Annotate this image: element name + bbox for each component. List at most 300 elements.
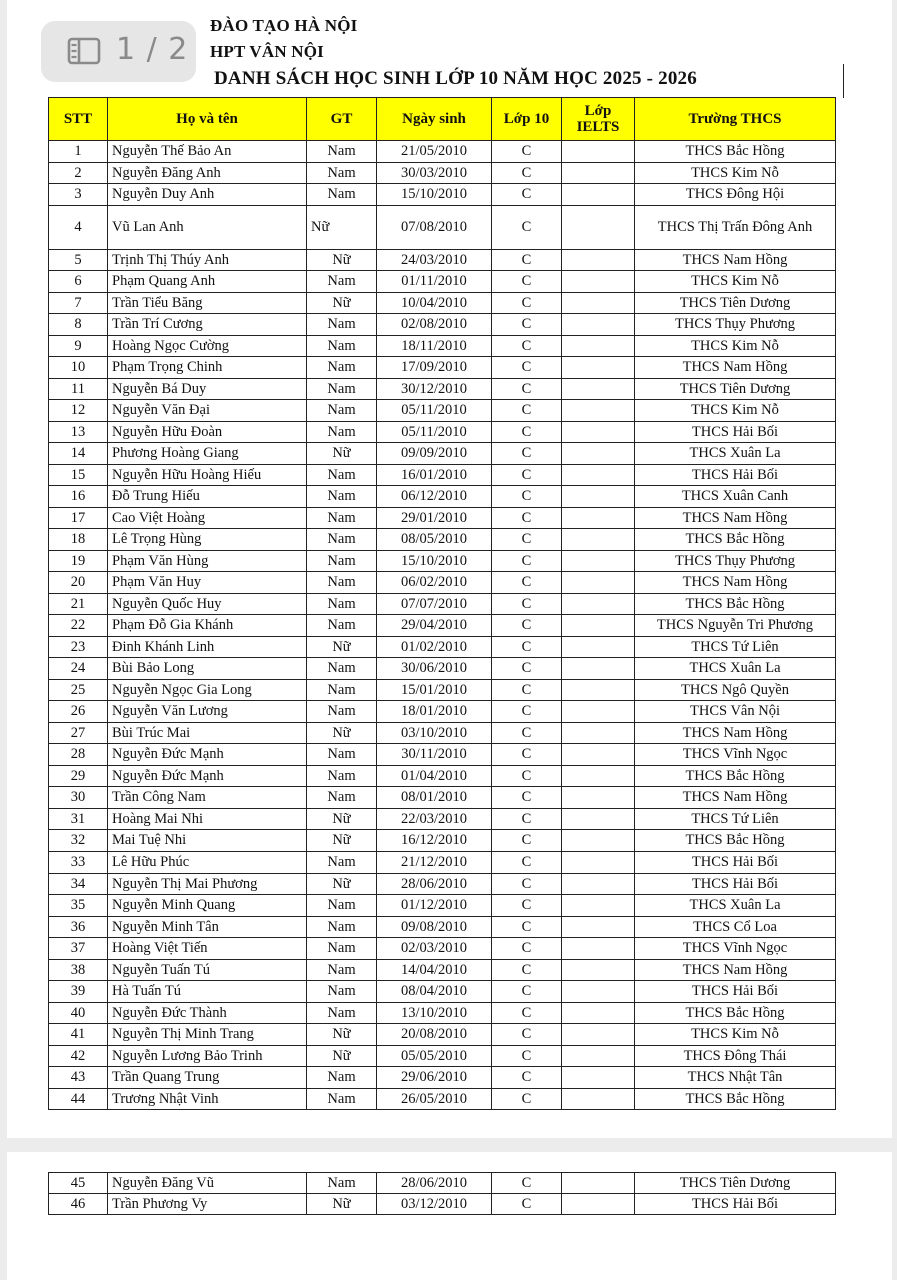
class-cell: C <box>492 938 562 960</box>
school-cell: THCS Nam Hồng <box>635 507 836 529</box>
school-cell: THCS Bắc Hồng <box>635 141 836 163</box>
stt-cell: 34 <box>49 873 108 895</box>
stt-cell: 11 <box>49 378 108 400</box>
stt-cell: 41 <box>49 1024 108 1046</box>
ielts-cell <box>562 701 635 723</box>
name-cell: Mai Tuệ Nhi <box>108 830 307 852</box>
name-cell: Trịnh Thị Thúy Anh <box>108 249 307 271</box>
school-cell: THCS Thụy Phương <box>635 314 836 336</box>
stt-cell: 31 <box>49 808 108 830</box>
pages-icon <box>67 37 101 65</box>
ielts-cell <box>562 873 635 895</box>
dob-cell: 13/10/2010 <box>377 1002 492 1024</box>
name-cell: Hoàng Việt Tiến <box>108 938 307 960</box>
ielts-cell <box>562 938 635 960</box>
gender-cell: Nam <box>307 981 377 1003</box>
stt-cell: 27 <box>49 722 108 744</box>
dob-cell: 29/01/2010 <box>377 507 492 529</box>
table-row <box>49 507 836 529</box>
border-line <box>843 64 844 98</box>
ielts-cell <box>562 378 635 400</box>
class-cell: C <box>492 744 562 766</box>
dob-cell: 24/03/2010 <box>377 249 492 271</box>
school-cell: THCS Hải Bối <box>635 421 836 443</box>
dob-cell: 05/11/2010 <box>377 400 492 422</box>
class-cell: C <box>492 572 562 594</box>
name-cell: Phương Hoàng Giang <box>108 443 307 465</box>
name-cell: Bùi Bảo Long <box>108 658 307 680</box>
school-cell: THCS Đông Hội <box>635 184 836 206</box>
name-cell: Nguyễn Hữu Đoàn <box>108 421 307 443</box>
gender-cell: Nam <box>307 184 377 206</box>
class-cell: C <box>492 787 562 809</box>
name-cell: Trần Quang Trung <box>108 1067 307 1089</box>
stt-cell: 35 <box>49 895 108 917</box>
ielts-cell <box>562 679 635 701</box>
gender-cell: Nam <box>307 765 377 787</box>
name-cell: Nguyễn Hữu Hoàng Hiếu <box>108 464 307 486</box>
name-cell: Nguyễn Tuấn Tú <box>108 959 307 981</box>
ielts-cell <box>562 916 635 938</box>
class-cell: C <box>492 162 562 184</box>
name-cell: Cao Việt Hoàng <box>108 507 307 529</box>
table-row <box>49 959 836 981</box>
stt-cell: 9 <box>49 335 108 357</box>
dob-cell: 30/06/2010 <box>377 658 492 680</box>
school-cell: THCS Kim Nỗ <box>635 335 836 357</box>
class-cell: C <box>492 314 562 336</box>
ielts-cell <box>562 486 635 508</box>
name-cell: Đinh Khánh Linh <box>108 636 307 658</box>
table-row <box>49 1173 836 1194</box>
class-cell: C <box>492 335 562 357</box>
stt-cell: 30 <box>49 787 108 809</box>
table-row <box>49 572 836 594</box>
table-row <box>49 916 836 938</box>
class-cell: C <box>492 1067 562 1089</box>
table-row <box>49 141 836 163</box>
table-row <box>49 464 836 486</box>
class-cell: C <box>492 292 562 314</box>
gender-cell: Nữ <box>307 1194 377 1215</box>
name-cell: Phạm Đỗ Gia Khánh <box>108 615 307 637</box>
page-indicator[interactable] <box>41 21 196 82</box>
dob-cell: 07/08/2010 <box>377 205 492 249</box>
school-cell: THCS Bắc Hồng <box>635 1002 836 1024</box>
gender-cell: Nữ <box>307 205 377 249</box>
table-row <box>49 529 836 551</box>
gender-cell: Nữ <box>307 292 377 314</box>
ielts-cell <box>562 205 635 249</box>
table-row <box>49 421 836 443</box>
dob-cell: 05/05/2010 <box>377 1045 492 1067</box>
table-row <box>49 658 836 680</box>
page-indicator-text: 1 / 2 <box>116 32 189 67</box>
school-cell: THCS Kim Nỗ <box>635 162 836 184</box>
dob-cell: 28/06/2010 <box>377 1173 492 1194</box>
gender-cell: Nữ <box>307 249 377 271</box>
gender-cell: Nữ <box>307 636 377 658</box>
gender-cell: Nam <box>307 529 377 551</box>
gender-cell: Nam <box>307 421 377 443</box>
table-row <box>49 615 836 637</box>
gender-cell: Nam <box>307 593 377 615</box>
school-cell: THCS Bắc Hồng <box>635 1088 836 1110</box>
gender-cell: Nam <box>307 787 377 809</box>
stt-cell: 40 <box>49 1002 108 1024</box>
gender-cell: Nam <box>307 1002 377 1024</box>
dob-cell: 29/04/2010 <box>377 615 492 637</box>
school-cell: THCS Bắc Hồng <box>635 529 836 551</box>
table-row <box>49 636 836 658</box>
ielts-cell <box>562 787 635 809</box>
gender-cell: Nam <box>307 314 377 336</box>
gender-cell: Nam <box>307 615 377 637</box>
class-cell: C <box>492 636 562 658</box>
table-row <box>49 292 836 314</box>
stt-cell: 3 <box>49 184 108 206</box>
name-cell: Nguyễn Đức Mạnh <box>108 744 307 766</box>
gender-cell: Nam <box>307 572 377 594</box>
class-cell: C <box>492 421 562 443</box>
column-header-name: Họ và tên <box>108 98 307 141</box>
class-cell: C <box>492 593 562 615</box>
ielts-cell <box>562 1173 635 1194</box>
ielts-cell <box>562 1045 635 1067</box>
class-cell: C <box>492 271 562 293</box>
table-row <box>49 400 836 422</box>
column-header-school: Trường THCS <box>635 98 836 141</box>
stt-cell: 16 <box>49 486 108 508</box>
class-cell: C <box>492 1194 562 1215</box>
table-row <box>49 1088 836 1110</box>
class-cell: C <box>492 507 562 529</box>
gender-cell: Nam <box>307 744 377 766</box>
class-cell: C <box>492 981 562 1003</box>
dob-cell: 06/12/2010 <box>377 486 492 508</box>
school-cell: THCS Hải Bối <box>635 981 836 1003</box>
ielts-cell <box>562 744 635 766</box>
gender-cell: Nam <box>307 851 377 873</box>
school-cell: THCS Kim Nỗ <box>635 1024 836 1046</box>
table-row <box>49 443 836 465</box>
ielts-cell <box>562 615 635 637</box>
class-cell: C <box>492 851 562 873</box>
school-cell: THCS Thụy Phương <box>635 550 836 572</box>
dob-cell: 15/10/2010 <box>377 550 492 572</box>
table-row <box>49 486 836 508</box>
stt-cell: 19 <box>49 550 108 572</box>
ielts-cell <box>562 851 635 873</box>
table-row <box>49 314 836 336</box>
gender-cell: Nữ <box>307 830 377 852</box>
ielts-cell <box>562 400 635 422</box>
ielts-cell <box>562 421 635 443</box>
student-table-page-2 <box>48 1172 836 1215</box>
name-cell: Nguyễn Lương Bảo Trinh <box>108 1045 307 1067</box>
table-row <box>49 550 836 572</box>
dob-cell: 07/07/2010 <box>377 593 492 615</box>
class-cell: C <box>492 1024 562 1046</box>
table-row <box>49 335 836 357</box>
stt-cell: 7 <box>49 292 108 314</box>
class-cell: C <box>492 658 562 680</box>
stt-cell: 22 <box>49 615 108 637</box>
ielts-cell <box>562 765 635 787</box>
name-cell: Nguyễn Quốc Huy <box>108 593 307 615</box>
ielts-cell <box>562 959 635 981</box>
class-cell: C <box>492 722 562 744</box>
gender-cell: Nam <box>307 464 377 486</box>
name-cell: Phạm Văn Hùng <box>108 550 307 572</box>
ielts-cell <box>562 830 635 852</box>
ielts-cell <box>562 443 635 465</box>
name-cell: Trần Công Nam <box>108 787 307 809</box>
dob-cell: 02/08/2010 <box>377 314 492 336</box>
class-cell: C <box>492 357 562 379</box>
dob-cell: 18/01/2010 <box>377 701 492 723</box>
school-cell: THCS Tiên Dương <box>635 378 836 400</box>
column-header-ielts <box>562 98 635 141</box>
name-cell: Nguyễn Văn Lương <box>108 701 307 723</box>
dob-cell: 30/03/2010 <box>377 162 492 184</box>
table-row <box>49 895 836 917</box>
dob-cell: 26/05/2010 <box>377 1088 492 1110</box>
class-cell: C <box>492 679 562 701</box>
school-cell: THCS Cổ Loa <box>635 916 836 938</box>
table-row <box>49 938 836 960</box>
name-cell: Nguyễn Minh Quang <box>108 895 307 917</box>
gender-cell: Nam <box>307 335 377 357</box>
school-cell: THCS Xuân La <box>635 895 836 917</box>
school-cell: THCS Tứ Liên <box>635 808 836 830</box>
class-cell: C <box>492 141 562 163</box>
class-cell: C <box>492 486 562 508</box>
class-cell: C <box>492 808 562 830</box>
gender-cell: Nam <box>307 895 377 917</box>
dob-cell: 01/02/2010 <box>377 636 492 658</box>
name-cell: Trần Trí Cương <box>108 314 307 336</box>
gender-cell: Nam <box>307 271 377 293</box>
dob-cell: 18/11/2010 <box>377 335 492 357</box>
ielts-cell <box>562 249 635 271</box>
ielts-cell <box>562 1067 635 1089</box>
name-cell: Lê Trọng Hùng <box>108 529 307 551</box>
page-title: DANH SÁCH HỌC SINH LỚP 10 NĂM HỌC 2025 - 2026 <box>214 68 697 89</box>
school-cell: THCS Bắc Hồng <box>635 830 836 852</box>
stt-cell: 28 <box>49 744 108 766</box>
dob-cell: 16/01/2010 <box>377 464 492 486</box>
name-cell: Phạm Văn Huy <box>108 572 307 594</box>
gender-cell: Nữ <box>307 808 377 830</box>
stt-cell: 23 <box>49 636 108 658</box>
school-cell: THCS Vân Nội <box>635 701 836 723</box>
ielts-cell <box>562 1088 635 1110</box>
school-cell: THCS Tiên Dương <box>635 292 836 314</box>
gender-cell: Nữ <box>307 1045 377 1067</box>
stt-cell: 38 <box>49 959 108 981</box>
table-row <box>49 162 836 184</box>
table-row <box>49 357 836 379</box>
name-cell: Phạm Quang Anh <box>108 271 307 293</box>
school-cell: THCS Tiên Dương <box>635 1173 836 1194</box>
name-cell: Nguyễn Ngọc Gia Long <box>108 679 307 701</box>
ielts-cell <box>562 1002 635 1024</box>
dob-cell: 02/03/2010 <box>377 938 492 960</box>
dob-cell: 21/05/2010 <box>377 141 492 163</box>
class-cell: C <box>492 959 562 981</box>
name-cell: Phạm Trọng Chinh <box>108 357 307 379</box>
table-row <box>49 378 836 400</box>
table-row <box>49 722 836 744</box>
class-cell: C <box>492 830 562 852</box>
ielts-cell <box>562 658 635 680</box>
table-row <box>49 679 836 701</box>
dob-cell: 21/12/2010 <box>377 851 492 873</box>
school-cell: THCS Kim Nỗ <box>635 400 836 422</box>
stt-cell: 20 <box>49 572 108 594</box>
dob-cell: 05/11/2010 <box>377 421 492 443</box>
school-cell: THCS Xuân La <box>635 658 836 680</box>
school-cell: THCS Hải Bối <box>635 851 836 873</box>
gender-cell: Nam <box>307 1067 377 1089</box>
ielts-cell <box>562 529 635 551</box>
gender-cell: Nam <box>307 938 377 960</box>
column-header-stt: STT <box>49 98 108 141</box>
class-cell: C <box>492 550 562 572</box>
dob-cell: 20/08/2010 <box>377 1024 492 1046</box>
ielts-cell <box>562 1194 635 1215</box>
name-cell: Nguyễn Đăng Anh <box>108 162 307 184</box>
dob-cell: 15/10/2010 <box>377 184 492 206</box>
school-cell: THCS Nam Hồng <box>635 249 836 271</box>
stt-cell: 13 <box>49 421 108 443</box>
school-cell: THCS Nhật Tân <box>635 1067 836 1089</box>
class-cell: C <box>492 916 562 938</box>
name-cell: Trần Phương Vy <box>108 1194 307 1215</box>
stt-cell: 4 <box>49 205 108 249</box>
class-cell: C <box>492 1002 562 1024</box>
column-header-dob: Ngày sinh <box>377 98 492 141</box>
school-cell: THCS Bắc Hồng <box>635 765 836 787</box>
header-school: HPT VÂN NỘI <box>210 42 324 61</box>
stt-cell: 39 <box>49 981 108 1003</box>
table-row <box>49 249 836 271</box>
stt-cell: 43 <box>49 1067 108 1089</box>
school-cell: THCS Nam Hồng <box>635 787 836 809</box>
stt-cell: 8 <box>49 314 108 336</box>
school-cell: THCS Nam Hồng <box>635 357 836 379</box>
stt-cell: 44 <box>49 1088 108 1110</box>
dob-cell: 01/11/2010 <box>377 271 492 293</box>
name-cell: Nguyễn Minh Tân <box>108 916 307 938</box>
dob-cell: 03/12/2010 <box>377 1194 492 1215</box>
ielts-cell <box>562 292 635 314</box>
stt-cell: 2 <box>49 162 108 184</box>
dob-cell: 17/09/2010 <box>377 357 492 379</box>
dob-cell: 15/01/2010 <box>377 679 492 701</box>
school-cell: THCS Nguyễn Tri Phương <box>635 615 836 637</box>
dob-cell: 01/04/2010 <box>377 765 492 787</box>
class-cell: C <box>492 1173 562 1194</box>
name-cell: Nguyễn Văn Đại <box>108 400 307 422</box>
name-cell: Nguyễn Thế Bảo An <box>108 141 307 163</box>
class-cell: C <box>492 443 562 465</box>
class-cell: C <box>492 529 562 551</box>
dob-cell: 06/02/2010 <box>377 572 492 594</box>
ielts-cell <box>562 722 635 744</box>
column-header-ielts-line2: IELTS <box>576 119 620 135</box>
stt-cell: 14 <box>49 443 108 465</box>
school-cell: THCS Kim Nỗ <box>635 271 836 293</box>
stt-cell: 36 <box>49 916 108 938</box>
ielts-cell <box>562 162 635 184</box>
table-row <box>49 1045 836 1067</box>
gender-cell: Nam <box>307 400 377 422</box>
table-row <box>49 787 836 809</box>
gender-cell: Nam <box>307 1088 377 1110</box>
stt-cell: 26 <box>49 701 108 723</box>
ielts-cell <box>562 335 635 357</box>
table-row <box>49 808 836 830</box>
dob-cell: 28/06/2010 <box>377 873 492 895</box>
dob-cell: 16/12/2010 <box>377 830 492 852</box>
stt-cell: 42 <box>49 1045 108 1067</box>
ielts-cell <box>562 895 635 917</box>
stt-cell: 24 <box>49 658 108 680</box>
ielts-cell <box>562 464 635 486</box>
school-cell: THCS Xuân Canh <box>635 486 836 508</box>
name-cell: Nguyễn Thị Mai Phương <box>108 873 307 895</box>
table-row <box>49 593 836 615</box>
table-row <box>49 873 836 895</box>
name-cell: Vũ Lan Anh <box>108 205 307 249</box>
stt-cell: 46 <box>49 1194 108 1215</box>
table-row <box>49 765 836 787</box>
name-cell: Nguyễn Thị Minh Trang <box>108 1024 307 1046</box>
gender-cell: Nam <box>307 916 377 938</box>
gender-cell: Nữ <box>307 722 377 744</box>
name-cell: Đỗ Trung Hiếu <box>108 486 307 508</box>
ielts-cell <box>562 1024 635 1046</box>
dob-cell: 09/09/2010 <box>377 443 492 465</box>
ielts-cell <box>562 808 635 830</box>
class-cell: C <box>492 184 562 206</box>
ielts-cell <box>562 507 635 529</box>
ielts-cell <box>562 314 635 336</box>
table-row <box>49 851 836 873</box>
class-cell: C <box>492 895 562 917</box>
column-header-gender: GT <box>307 98 377 141</box>
ielts-cell <box>562 357 635 379</box>
gender-cell: Nam <box>307 701 377 723</box>
stt-cell: 17 <box>49 507 108 529</box>
table-header-row <box>49 98 836 141</box>
table-row <box>49 744 836 766</box>
school-cell: THCS Vĩnh Ngọc <box>635 744 836 766</box>
name-cell: Hà Tuấn Tú <box>108 981 307 1003</box>
name-cell: Hoàng Mai Nhi <box>108 808 307 830</box>
class-cell: C <box>492 765 562 787</box>
gender-cell: Nam <box>307 959 377 981</box>
dob-cell: 22/03/2010 <box>377 808 492 830</box>
ielts-cell <box>562 981 635 1003</box>
stt-cell: 6 <box>49 271 108 293</box>
name-cell: Nguyễn Đức Thành <box>108 1002 307 1024</box>
name-cell: Nguyễn Bá Duy <box>108 378 307 400</box>
stt-cell: 25 <box>49 679 108 701</box>
name-cell: Trần Tiểu Băng <box>108 292 307 314</box>
